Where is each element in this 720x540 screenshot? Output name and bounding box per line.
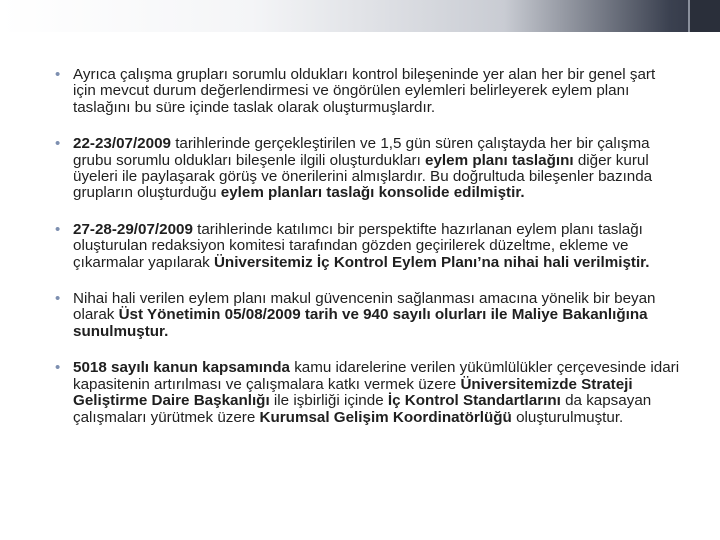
bullet-text-segment: oluşturulmuştur.	[511, 408, 624, 426]
bullet-text-segment: Ayrıca çalışma grupları sorumlu oldukları kontrol bileşeninde yer alan her bir genel şart için mevcut durum değerlendirmesi ve öngörülen eylemleri belirleyerek eylem planı taslağını bu süre içinde taslak olarak oluşturmuşlardır.	[73, 66, 656, 116]
bullet-icon: •	[55, 359, 61, 377]
bullet-icon: •	[55, 290, 61, 308]
bullet-text-bold: 22-23/07/2009	[73, 135, 171, 153]
bullet-text-bold: 27-28-29/07/2009	[73, 220, 193, 238]
bullet-text-segment: tarihlerinde gerçekleştirilen ve 1,5 gün süren çalıştayda her bir çalışma grubu sorumlu oldukları bileşenle ilgili oluşturdukları	[73, 135, 650, 169]
bullet-text-bold: Üniversitemizde Strateji Geliştirme Daire Başkanlığı	[73, 375, 633, 410]
bullet-text-segment: tarihlerinde katılımcı bir perspektifte hazırlanan eylem planı taslağı oluşturulan redaksiyon komitesi tarafından gözden geçirilerek düzeltme, ekleme ve çıkarmalar yapılarak	[73, 220, 643, 271]
bullet-list	[55, 67, 680, 426]
bullet-text-segment: Nihai hali verilen eylem planı makul güvencenin sağlanması amacına yönelik bir beyan olarak	[73, 290, 656, 324]
bullet-item	[55, 360, 680, 426]
bullet-text	[73, 290, 656, 340]
slide-header-bar	[0, 0, 720, 32]
slide-content	[55, 67, 680, 446]
bullet-text-segment: da kapsayan çalışmaları yürütmek üzere	[73, 392, 652, 426]
bullet-text	[73, 221, 649, 271]
bullet-item	[55, 136, 680, 202]
bullet-text	[73, 135, 652, 201]
bullet-text-bold: Üst Yönetimin 05/08/2009 tarih ve 940 sayılı olurları ile Maliye Bakanlığına sunulmuştur.	[73, 306, 648, 340]
bullet-text-segment: kamu idarelerine verilen yükümlülükler çerçevesinde idari kapasitenin artırılması ve çalışmalara katkı vermek üzere	[73, 359, 680, 393]
bullet-text-segment: diğer kurul üyeleri ile paylaşarak görüş ve önerilerini almışlardır. Bu doğrultuda bileşenler bazında grupların oluşturduğu	[73, 151, 653, 202]
bullet-text-bold: 5018 sayılı kanun kapsamında	[73, 359, 290, 377]
bullet-text	[73, 66, 655, 116]
bullet-text-bold: eylem planı taslağını	[425, 151, 574, 169]
bullet-icon: •	[55, 220, 61, 238]
bullet-text	[73, 359, 679, 425]
bullet-text-bold: Üniversitemiz İç Kontrol Eylem Planı’na nihai hali verilmiştir.	[213, 253, 650, 271]
bullet-text-bold: Kurumsal Gelişim Koordinatörlüğü	[259, 408, 512, 426]
bullet-text-segment: ile işbirliği içinde	[269, 392, 388, 410]
bullet-item	[55, 67, 680, 116]
slide-header-corner	[688, 0, 720, 32]
bullet-item	[55, 222, 680, 271]
bullet-icon: •	[55, 135, 61, 153]
bullet-icon: •	[55, 66, 61, 83]
bullet-item	[55, 291, 680, 340]
bullet-text-bold: eylem planları taslağı konsolide edilmiştir.	[220, 184, 525, 202]
bullet-text-bold: İç Kontrol Standartlarını	[387, 392, 561, 410]
